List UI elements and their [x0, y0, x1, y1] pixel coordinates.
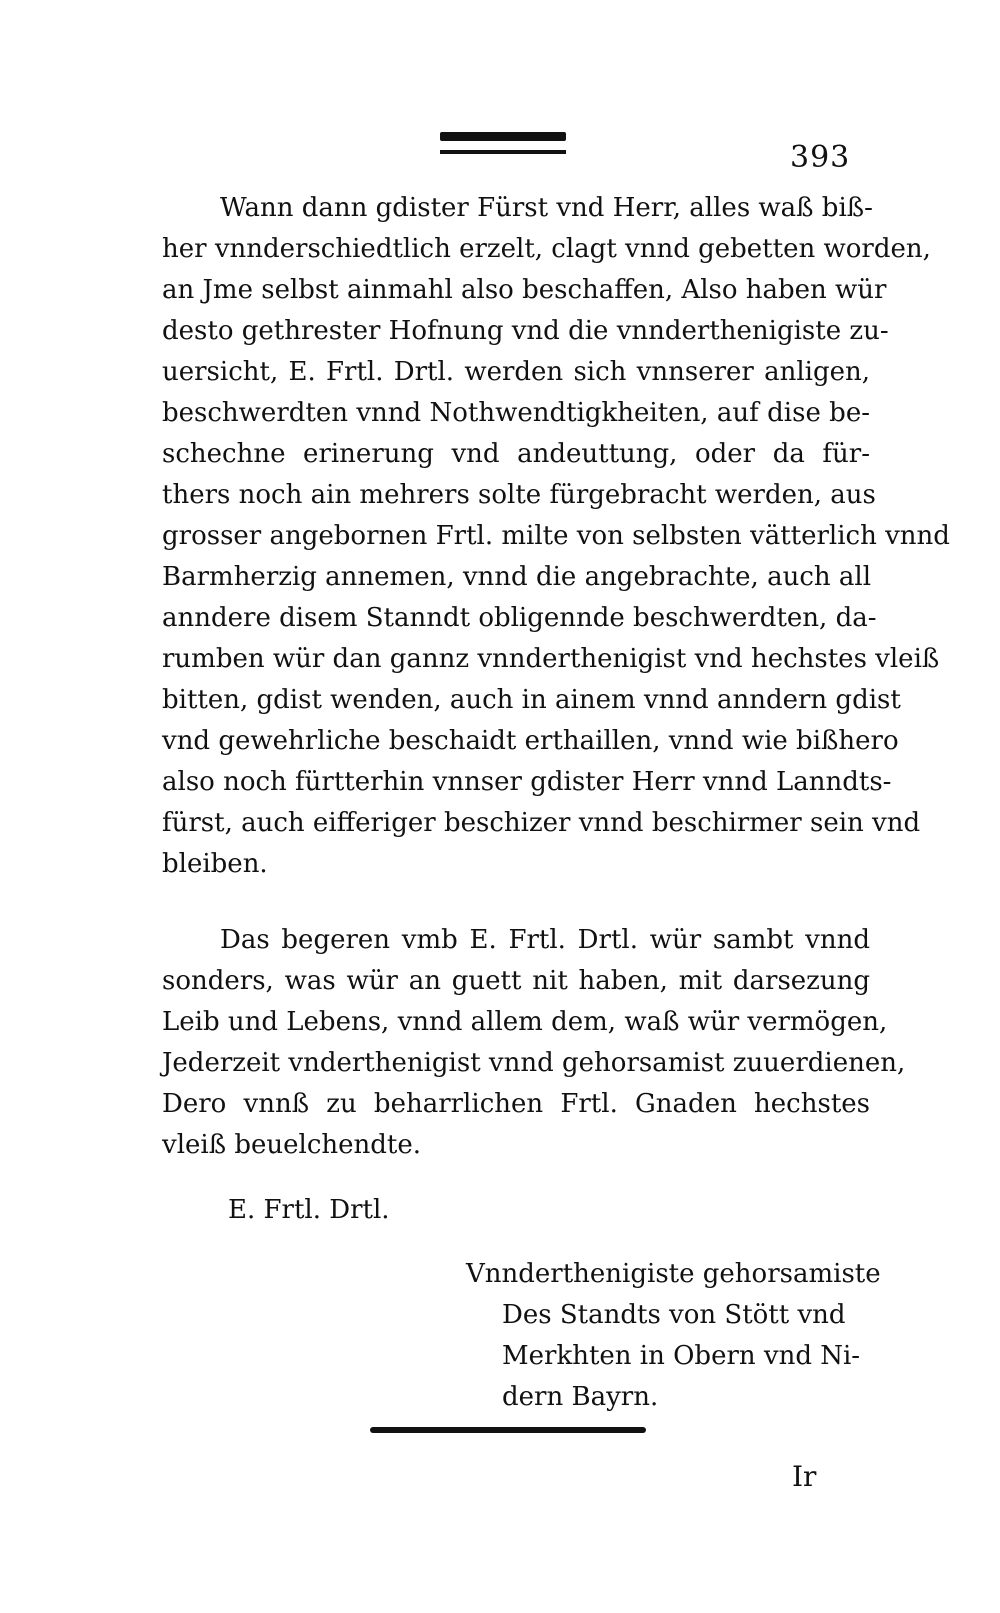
- text-line: fürst, auch eifferiger beschizer vnnd beschirmer sein vnd: [162, 808, 921, 838]
- text-line: Barmherzig annemen, vnnd die angebrachte, auch all: [162, 562, 872, 592]
- text-line: anndere disem Stanndt obligennde beschwerdten, da-: [162, 603, 877, 633]
- text-line: Wann dann gdister Fürst vnd Herr, alles waß biß-: [220, 193, 873, 223]
- signature-line: Merkhten in Obern vnd Ni-: [502, 1341, 861, 1371]
- text-line: bleiben.: [162, 849, 268, 879]
- text-line: Dero vnnß zu beharrlichen Frtl. Gnaden hechstes: [162, 1089, 870, 1119]
- text-line: vnd gewehrliche beschaidt erthaillen, vnnd wie bißhero: [162, 726, 899, 756]
- text-line: beschwerdten vnnd Nothwendtigkheiten, auf dise be-: [162, 398, 870, 428]
- text-line: her vnnderschiedtlich erzelt, clagt vnnd gebetten worden,: [162, 234, 931, 264]
- text-line: vleiß beuelchendte.: [162, 1130, 421, 1160]
- text-line: grosser angebornen Frtl. milte von selbsten vätterlich vnnd: [162, 521, 950, 551]
- signature-line: dern Bayrn.: [502, 1382, 659, 1412]
- footer-rule: [370, 1427, 646, 1433]
- text-line: schechne erinerung vnd andeuttung, oder da für-: [162, 439, 870, 469]
- text-line: sonders, was wür an guett nit haben, mit darsezung: [162, 966, 870, 996]
- text-line: Leib und Lebens, vnnd allem dem, waß wür vermögen,: [162, 1007, 888, 1037]
- signature-line: Vnnderthenigiste gehorsamiste: [466, 1259, 881, 1289]
- catchword: Ir: [792, 1460, 817, 1493]
- text-line: rumben wür dan gannz vnnderthenigist vnd hechstes vleiß: [162, 644, 940, 674]
- text-line: thers noch ain mehrers solte fürgebracht werden, aus: [162, 480, 876, 510]
- signature-block: [466, 1254, 881, 1418]
- paragraph-2: [162, 920, 906, 1166]
- header-rule-thin: [440, 150, 566, 154]
- text-line: an Jme selbst ainmahl also beschaffen, Also haben wür: [162, 275, 887, 305]
- text-line: Jederzeit vnderthenigist vnnd gehorsamist zuuerdienen,: [162, 1048, 906, 1078]
- text-line: uersicht, E. Frtl. Drtl. werden sich vnnserer anligen,: [162, 357, 870, 387]
- paragraph-1: [162, 188, 950, 885]
- text-line: desto gethrester Hofnung vnd die vnnderthenigiste zu-: [162, 316, 889, 346]
- text-line: bitten, gdist wenden, auch in ainem vnnd anndern gdist: [162, 685, 901, 715]
- text-line: also noch fürtterhin vnnser gdister Herr vnnd Lanndts-: [162, 767, 892, 797]
- text-line: Das begeren vmb E. Frtl. Drtl. wür sambt vnnd: [220, 925, 870, 955]
- closing-salutation: E. Frtl. Drtl.: [228, 1195, 390, 1225]
- header-rule-thick: [440, 132, 566, 141]
- signature-line: Des Standts von Stött vnd: [502, 1300, 846, 1330]
- header-ornament-rule: [440, 132, 570, 162]
- page-number: 393: [790, 140, 851, 175]
